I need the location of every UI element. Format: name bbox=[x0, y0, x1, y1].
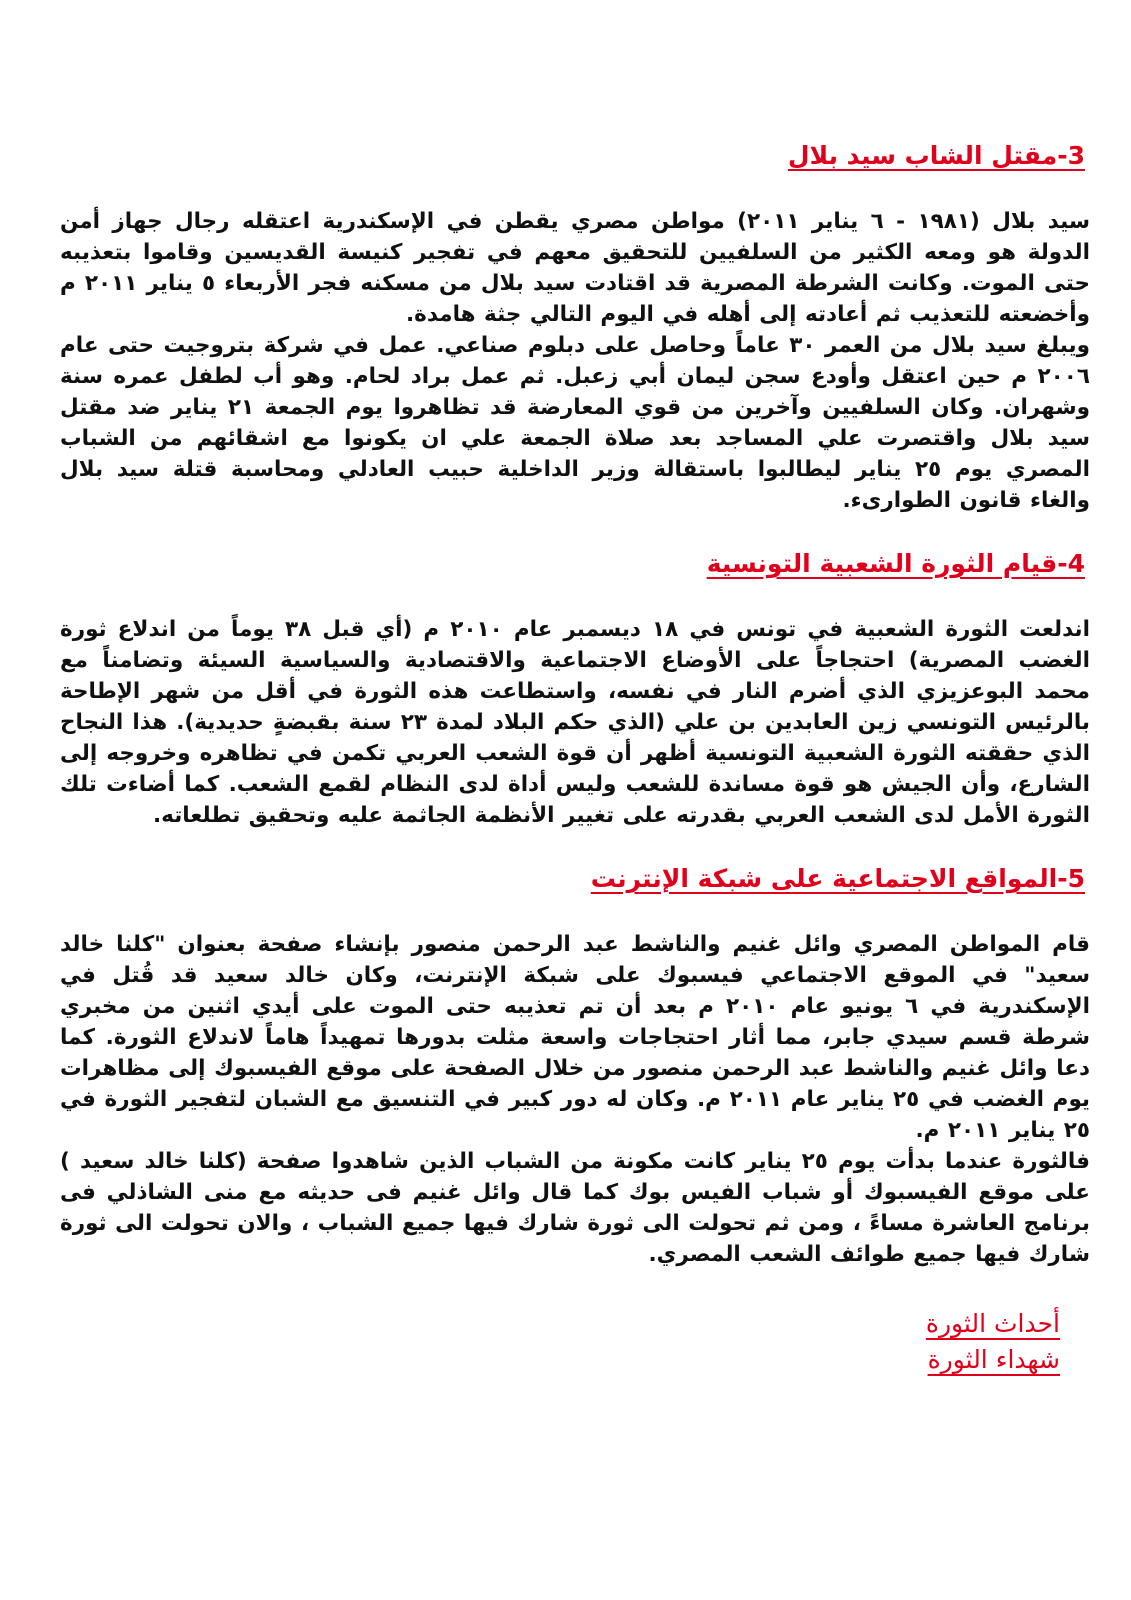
related-links bbox=[60, 1306, 1060, 1378]
section-paragraph: سيد بلال (١٩٨١ - ٦ يناير ٢٠١١) مواطن مصري يقطن في الإسكندرية اعتقله رجال جهاز أمن الدولة هو ومعه الكثير من السلفيين للتحقيق معهم في تفجير كنيسة القديسين وقاموا بتعذيبه حتى الموت. وكانت الشرطة المصرية قد اقتادت سيد بلال من مسكنه فجر الأربعاء ٥ يناير ٢٠١١ م وأخضعته للتعذيب ثم أعادته إلى أهله في اليوم التالي جثة هامدة. bbox=[60, 209, 1091, 327]
link-revolution-events[interactable]: أحداث الثورة bbox=[925, 1309, 1060, 1338]
section-social-networks bbox=[60, 863, 1090, 1270]
section-heading: 4-قيام الثورة الشعبية التونسية bbox=[706, 549, 1085, 578]
section-paragraph: قام المواطن المصري وائل غنيم والناشط عبد الرحمن منصور بإنشاء صفحة بعنوان "كلنا خالد سعيد" في الموقع الاجتماعي فيسبوك على شبكة الإنترنت، وكان خالد سعيد قد قُتل في الإسكندرية في ٦ يونيو عام ٢٠١٠ م بعد أن تم تعذيبه حتى الموت على أيدي اثنين من مخبري شرطة قسم سيدي جابر، مما أثار احتجاجات واسعة مثلت بدورها تمهيداً هاماً لاندلاع الثورة. كما دعا وائل غنيم والناشط عبد الرحمن منصور من خلال الصفحة على موقع الفيسبوك إلى مظاهرات يوم الغضب في ٢٥ يناير عام ٢٠١١ م. وكان له دور كبير في التنسيق مع الشبان لتفجير الثورة في ٢٥ يناير ٢٠١١ م. bbox=[60, 932, 1090, 1143]
section-tunisian-revolution bbox=[60, 548, 1090, 831]
section-paragraph: اندلعت الثورة الشعبية في تونس في ١٨ ديسمبر عام ٢٠١٠ م (أي قبل ٣٨ يوماً من اندلاع ثورة الغضب المصرية) احتجاجاً على الأوضاع الاجتماعية والاقتصادية والسياسية السيئة وتضامناً مع محمد البوعزيزي الذي أضرم النار في نفسه، واستطاعت هذه الثورة في أقل من شهر الإطاحة بالرئيس التونسي زين العابدين بن علي (الذي حكم البلاد لمدة ٢٣ سنة بقبضةٍ حديدية). هذا النجاح الذي حققته الثورة الشعبية التونسية أظهر أن قوة الشعب العربي تكمن في تظاهره وخروجه إلى الشارع، وأن الجيش هو قوة مساندة للشعب وليس أداة لدى النظام لقمع الشعب. كما أضاءت تلك الثورة الأمل لدى الشعب العربي بقدرته على تغيير الأنظمة الجاثمة عليه وتحقيق تطلعاته. bbox=[60, 617, 1091, 828]
section-paragraph: فالثورة عندما بدأت يوم ٢٥ يناير كانت مكونة من الشباب الذين شاهدوا صفحة (كلنا خالد سعيد ) على موقع الفيسبوك أو شباب الفيس بوك كما قال وائل غنيم فى حديثه مع منى الشاذلي فى برنامج العاشرة مساءً ، ومن ثم تحولت الى ثورة شارك فيها جميع الشباب ، والان تحولت الى ثورة شارك فيها جميع طوائف الشعب المصري. bbox=[60, 1149, 1090, 1267]
section-sayed-bilal bbox=[60, 140, 1090, 516]
section-heading: 5-المواقع الاجتماعية على شبكة الإنترنت bbox=[590, 864, 1085, 893]
section-heading: 3-مقتل الشاب سيد بلال bbox=[787, 141, 1085, 170]
section-paragraph: ويبلغ سيد بلال من العمر ٣٠ عاماً وحاصل على دبلوم صناعي. عمل في شركة بتروجيت حتى عام ٢٠٠٦ م حين اعتقل وأودع سجن ليمان أبي زعبل. ثم عمل براد لحام. وهو أب لطفل عمره سنة وشهران. وكان السلفيين وآخرين من قوي المعارضة قد تظاهروا يوم الجمعة ٢١ يناير ضد مقتل سيد بلال واقتصرت علي المساجد بعد صلاة الجمعة علي ان يكونوا مع اشقائهم من الشباب المصري يوم ٢٥ يناير ليطالبوا باستقالة وزير الداخلية حبيب العادلي ومحاسبة قتلة سيد بلال والغاء قانون الطوارىء. bbox=[60, 333, 1091, 513]
link-revolution-martyrs[interactable]: شهداء الثورة bbox=[927, 1345, 1060, 1374]
document-page bbox=[60, 140, 1090, 1378]
